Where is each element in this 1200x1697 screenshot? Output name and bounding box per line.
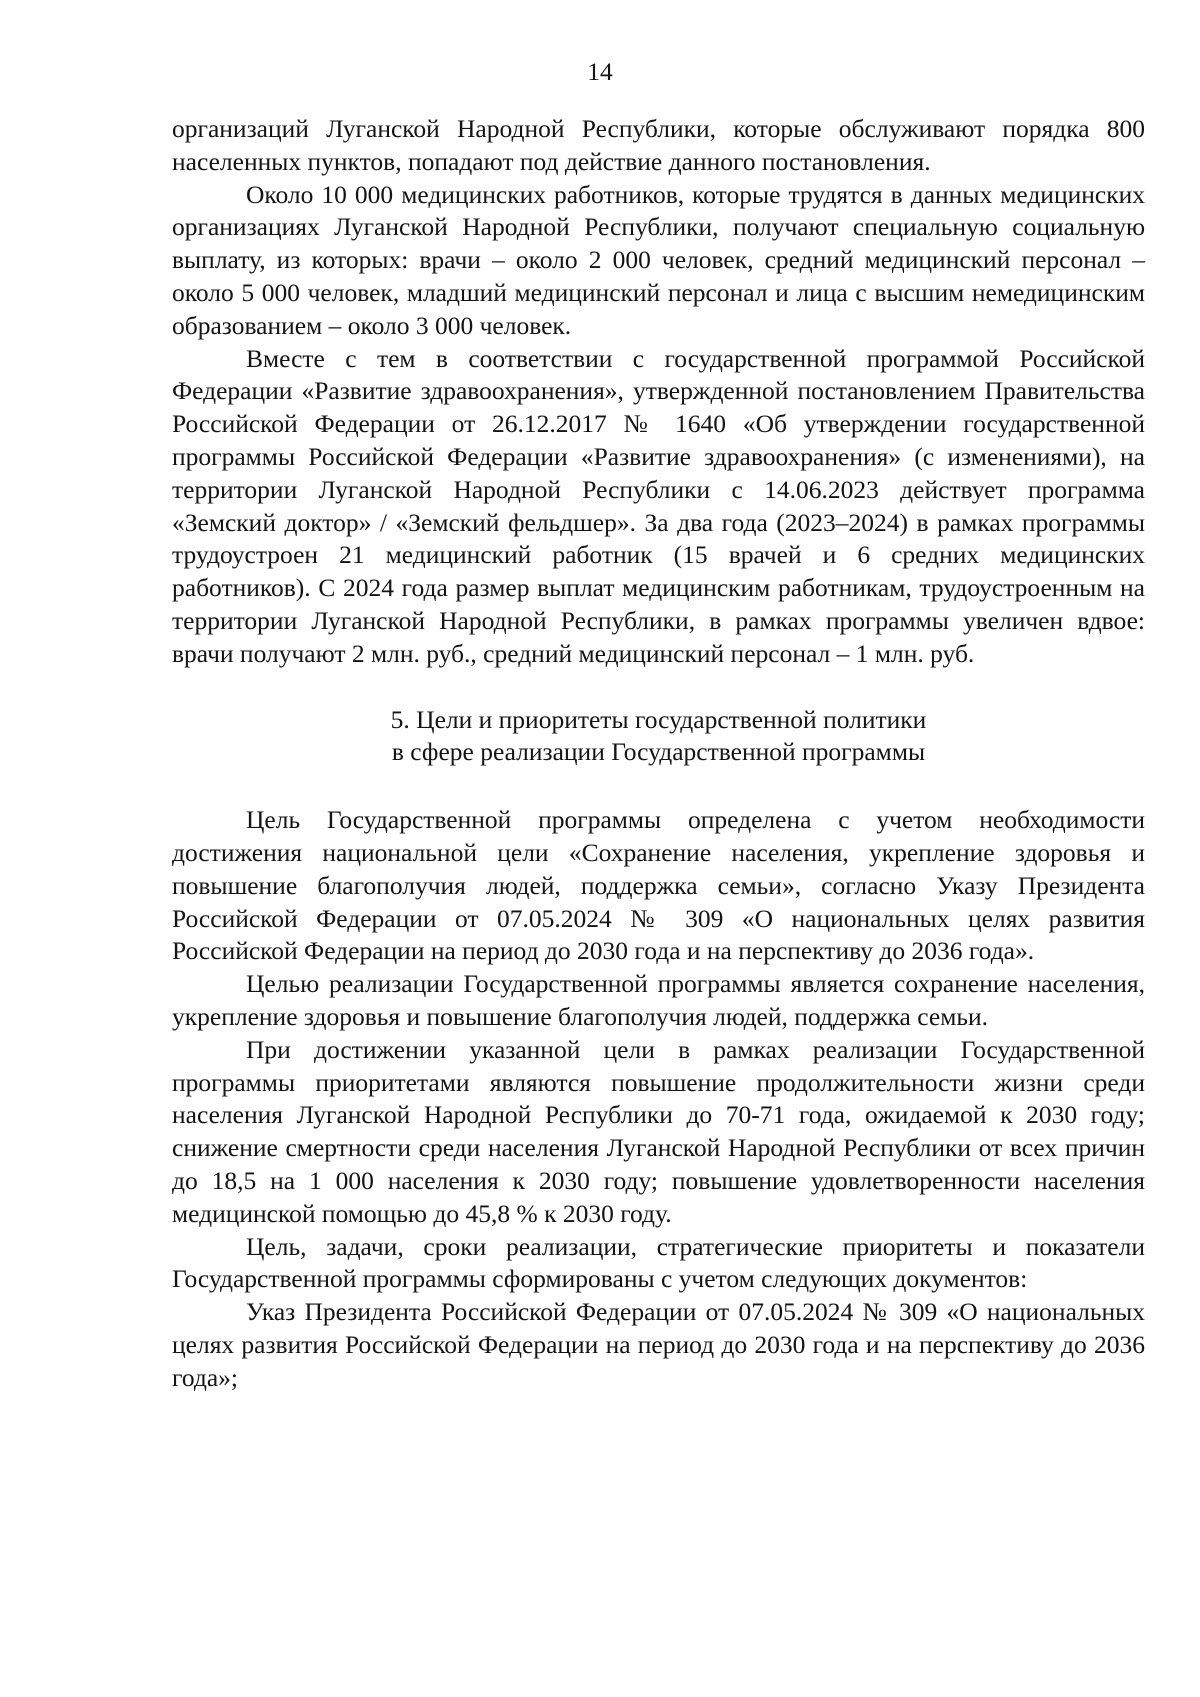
section-heading-line-2: в сфере реализации Государственной программы	[391, 737, 926, 767]
section-heading-line-1: 5. Цели и приоритеты государственной политики	[390, 704, 927, 734]
paragraph-priorities: При достижении указанной цели в рамках реализации Государственной программы приоритетами являются повышение продолжительности жизни среди населения Луганской Народной Республики до 70-71 года, ожидаемой к 2030 году; снижение смертности среди населения Луганской Народной Республики от всех причин до 18,5 на 1 000 населения к 2030 году; повышение удовлетворенности населения медицинской помощью до 45,8 % к 2030 году.	[172, 1034, 1145, 1228]
paragraph-medical-workers: Около 10 000 медицинских работников, которые трудятся в данных медицинских организациях Луганской Народной Республики, получают специальную социальную выплату, из которых: врачи – около 2 000 человек, средний медицинский персонал – около 5 000 человек, младший медицинский персонал и лица с высшим немедицинским образованием – около 3 000 человек.	[172, 179, 1145, 340]
paragraph-documents-intro: Цель, задачи, сроки реализации, стратегические приоритеты и показатели Государственной программы сформированы с учетом следующих документов:	[172, 1231, 1145, 1294]
paragraph-continuation: организаций Луганской Народной Республики, которые обслуживают порядка 800 населенных пунктов, попадают под действие данного постановления.	[172, 114, 1145, 176]
document-body	[172, 113, 1145, 1394]
paragraph-goal-statement: Целью реализации Государственной программы является сохранение населения, укрепление здоровья и повышение благополучия людей, поддержка семьи.	[172, 969, 1145, 1031]
page-number: 14	[587, 57, 613, 86]
section-heading	[172, 704, 1145, 770]
paragraph-zemsky-doctor-program: Вместе с тем в соответствии с государственной программой Российской Федерации «Развитие здравоохранения», утвержденной постановлением Правительства Российской Федерации от 26.12.2017 № 1640 «Об утверждении государственной программы Российской Федерации «Развитие здравоохранения» (с изменениями), на территории Луганской Народной Республики с 14.06.2023 действует программа «Земский доктор» / «Земский фельдшер». За два года (2023–2024) в рамках программы трудоустроен 21 медицинский работник (15 врачей и 6 средних медицинских работников). С 2024 года размер выплат медицинским работникам, трудоустроенным на территории Луганской Народной Республики, в рамках программы увеличен вдвое: врачи получают 2 млн. руб., средний медицинский персонал – 1 млн. руб.	[172, 343, 1145, 668]
paragraph-program-goal: Цель Государственной программы определена с учетом необходимости достижения национальной цели «Сохранение населения, укрепление здоровья и повышение благополучия людей, поддержка семьи», согласно Указу Президента Российской Федерации от 07.05.2024 № 309 «О национальных целях развития Российской Федерации на период до 2030 года и на перспективу до 2036 года».	[172, 805, 1145, 966]
paragraph-decree-reference: Указ Президента Российской Федерации от 07.05.2024 № 309 «О национальных целях развития Российской Федерации на период до 2030 года и на перспективу до 2036 года»;	[172, 1297, 1145, 1392]
